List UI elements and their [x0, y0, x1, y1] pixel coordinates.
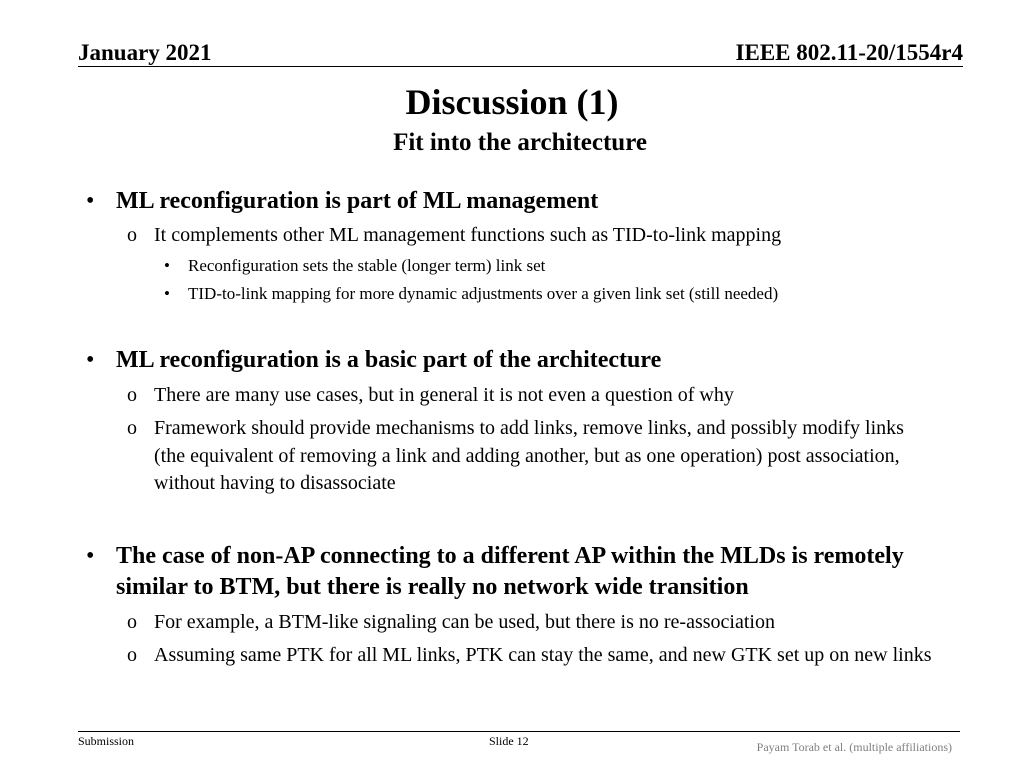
sub-bullet-text: It complements other ML management functions such as TID-to-link mapping: [154, 224, 782, 246]
bullet-text: ML reconfiguration is part of ML management: [116, 188, 599, 214]
bullet-dot: •: [86, 188, 95, 214]
sub-bullet-point: [127, 382, 954, 410]
sub-bullet-marker: o: [127, 611, 137, 633]
sub-sub-bullet-point: [164, 283, 948, 305]
bullet-point: [86, 186, 956, 217]
header-document-id: IEEE 802.11-20/1554r4: [735, 40, 963, 65]
bullet-point: [86, 345, 956, 376]
sub-bullet-text: There are many use cases, but in general it is not even a question of why: [154, 384, 734, 406]
sub-bullet-marker: o: [127, 384, 137, 406]
footer-authors: Payam Torab et al. (multiple affiliations): [756, 740, 952, 754]
sub-bullet-text: Assuming same PTK for all ML links, PTK can stay the same, and new GTK set up on new links: [154, 644, 932, 666]
sub-bullet-point: [127, 415, 914, 498]
footer-divider: [78, 731, 960, 732]
bullet-dot: •: [86, 347, 95, 373]
sub-bullet-marker: o: [127, 417, 137, 439]
sub-sub-bullet-text: Reconfiguration sets the stable (longer term) link set: [188, 256, 546, 275]
sub-sub-bullet-point: [164, 255, 948, 277]
sub-bullet-marker: o: [127, 224, 137, 246]
bullet-text: ML reconfiguration is a basic part of the architecture: [116, 347, 662, 373]
footer-slide-number: Slide 12: [489, 734, 529, 748]
sub-sub-bullet-text: TID-to-link mapping for more dynamic adjustments over a given link set (still needed): [188, 284, 779, 303]
slide-subtitle: Fit into the architecture: [393, 129, 647, 156]
header-date: January 2021: [78, 40, 212, 65]
bullet-dot: •: [86, 543, 95, 569]
sub-bullet-marker: o: [127, 644, 137, 666]
sub-sub-bullet-dot: •: [164, 284, 170, 303]
sub-bullet-point: [127, 609, 954, 637]
bullet-point: [86, 541, 916, 603]
sub-sub-bullet-dot: •: [164, 256, 170, 275]
sub-bullet-text: For example, a BTM-like signaling can be used, but there is no re-association: [154, 611, 775, 633]
slide-title: Discussion (1): [405, 82, 619, 122]
sub-bullet-text: Framework should provide mechanisms to add links, remove links, and possibly modify links (the equivalent of removing a link and adding another, but as one operation) post association, without having to disassociate: [154, 417, 904, 494]
sub-bullet-point: [127, 642, 954, 670]
bullet-text: The case of non-AP connecting to a different AP within the MLDs is remotely similar to BTM, but there is really no network wide transition: [116, 543, 904, 600]
sub-bullet-point: [127, 222, 954, 250]
footer-submission-label: Submission: [78, 734, 135, 748]
